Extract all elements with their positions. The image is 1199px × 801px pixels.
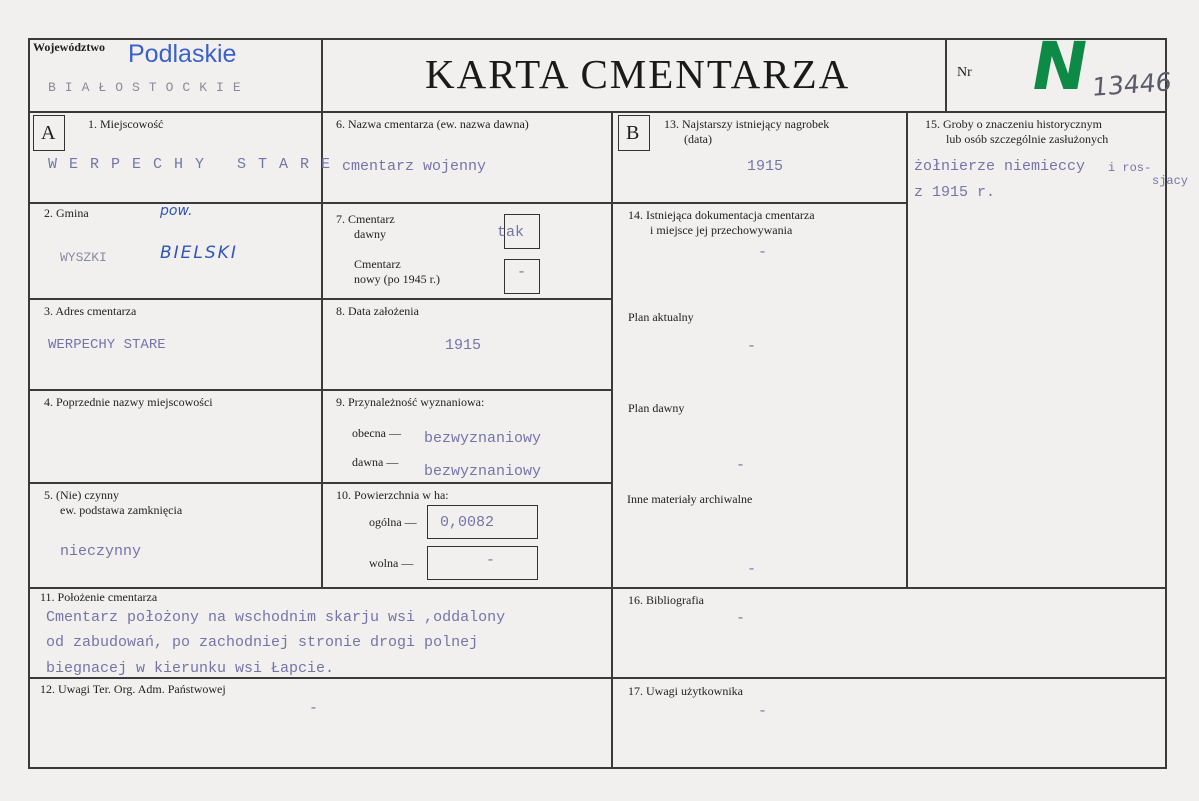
field-15-value-line1: żołnierze niemieccy <box>914 158 1086 175</box>
field-12-value: - <box>309 700 319 717</box>
field-11-line-3: biegnacej w kierunku wsi Łapcie. <box>46 660 335 677</box>
field-15-label: 15. Groby o znaczeniu historycznym <box>925 117 1102 131</box>
field-13-value: 1915 <box>747 158 784 175</box>
field-1-label: 1. Miejscowość <box>88 117 164 131</box>
field-7-dawny-value: tak <box>497 224 525 241</box>
field-17-label: 17. Uwagi użytkownika <box>628 684 743 698</box>
frame-left <box>28 38 30 769</box>
divider <box>28 298 612 300</box>
section-a-letter: A <box>41 122 56 144</box>
field-2-label: 2. Gmina <box>44 206 89 220</box>
field-8-value: 1915 <box>445 337 482 354</box>
nr-value: 13446 <box>1091 67 1173 102</box>
field-7-dawny-label: dawny <box>354 227 386 241</box>
field-10-wolna-box <box>427 546 538 580</box>
inne-materialy-label: Inne materiały archiwalne <box>627 492 753 506</box>
field-10-label: 10. Powierzchnia w ha: <box>336 488 449 502</box>
field-14-label: 14. Istniejąca dokumentacja cmentarza <box>628 208 815 222</box>
divider <box>906 111 908 588</box>
wojewodztwo-stamp: Podlaskie <box>128 40 237 68</box>
field-11-line-1: Cmentarz położony na wschodnim skarju wsi ,oddalony <box>46 609 506 626</box>
field-7-nowy-sublabel: nowy (po 1945 r.) <box>354 272 440 286</box>
field-1-value: WERPECHY STARE <box>48 156 343 173</box>
divider <box>28 111 1167 113</box>
divider <box>28 587 1167 589</box>
wojewodztwo-value: BIAŁOSTOCKIE <box>48 80 250 95</box>
field-10-wolna-value: - <box>486 552 496 569</box>
field-9-label: 9. Przynależność wyznaniowa: <box>336 395 485 409</box>
plan-aktualny-value: - <box>747 338 757 355</box>
field-13-label: 13. Najstarszy istniejący nagrobek <box>664 117 830 131</box>
field-5-sublabel: ew. podstawa zamknięcia <box>60 503 183 517</box>
field-15-value-line2: z 1915 r. <box>914 184 996 201</box>
field-15-value-line1b: i ros- <box>1108 161 1152 175</box>
field-9-dawna-label: dawna — <box>352 455 399 469</box>
divider <box>28 677 1167 679</box>
field-16-value: - <box>736 610 746 627</box>
plan-dawny-value: - <box>736 457 746 474</box>
field-9-obecna-value: bezwyznaniowy <box>424 430 542 447</box>
divider <box>28 389 612 391</box>
field-5-label: 5. (Nie) czynny <box>44 488 119 502</box>
wojewodztwo-label: Województwo <box>33 40 105 54</box>
divider <box>321 38 323 112</box>
field-2-value: WYSZKI <box>60 250 107 265</box>
field-16-label: 16. Bibliografia <box>628 593 704 607</box>
plan-aktualny-label: Plan aktualny <box>628 310 694 324</box>
field-10-ogolna-value: 0,0082 <box>440 514 495 531</box>
field-6-label: 6. Nazwa cmentarza (ew. nazwa dawna) <box>336 117 529 131</box>
field-10-ogolna-label: ogólna — <box>369 515 417 529</box>
field-11-line-2: od zabudowań, po zachodniej stronie drogi polnej <box>46 634 479 651</box>
field-12-label: 12. Uwagi Ter. Org. Adm. Państwowej <box>40 682 226 696</box>
field-8-label: 8. Data założenia <box>336 304 419 318</box>
field-6-value: cmentarz wojenny <box>342 158 487 175</box>
nr-label: Nr <box>957 65 972 80</box>
frame-bottom <box>28 767 1167 769</box>
field-10-wolna-label: wolna — <box>369 556 414 570</box>
section-b-letter: B <box>626 122 640 144</box>
field-17-value: - <box>758 703 768 720</box>
inne-materialy-value: - <box>747 561 757 578</box>
field-7-label: 7. Cmentarz <box>336 212 395 226</box>
field-7-nowy-value: - <box>517 264 527 281</box>
field-7-nowy-label: Cmentarz <box>354 257 401 271</box>
field-14-sublabel: i miejsce jej przechowywania <box>650 223 793 237</box>
field-13-sublabel: (data) <box>684 132 712 146</box>
field-15-sublabel: lub osób szczególnie zasłużonych <box>946 132 1109 146</box>
page-title: KARTA CMENTARZA <box>425 51 851 97</box>
divider <box>611 111 613 769</box>
nr-marker: N <box>1025 28 1095 105</box>
field-11-label: 11. Położenie cmentarza <box>40 590 158 604</box>
field-9-obecna-label: obecna — <box>352 426 401 440</box>
pow-value: BIELSKI <box>160 243 238 263</box>
field-4-label: 4. Poprzednie nazwy miejscowości <box>44 395 213 409</box>
divider <box>28 202 612 204</box>
divider <box>611 202 907 204</box>
field-5-value: nieczynny <box>60 543 142 560</box>
divider <box>321 111 323 588</box>
field-15-value-line1c: sjacy <box>1152 174 1189 188</box>
plan-dawny-label: Plan dawny <box>628 401 685 415</box>
frame-right <box>1165 38 1167 769</box>
divider <box>28 482 612 484</box>
field-14-value: - <box>758 244 768 261</box>
field-3-label: 3. Adres cmentarza <box>44 304 137 318</box>
field-3-value: WERPECHY STARE <box>48 337 166 353</box>
divider <box>945 38 947 112</box>
pow-label: pow. <box>160 203 193 219</box>
field-9-dawna-value: bezwyznaniowy <box>424 463 542 480</box>
